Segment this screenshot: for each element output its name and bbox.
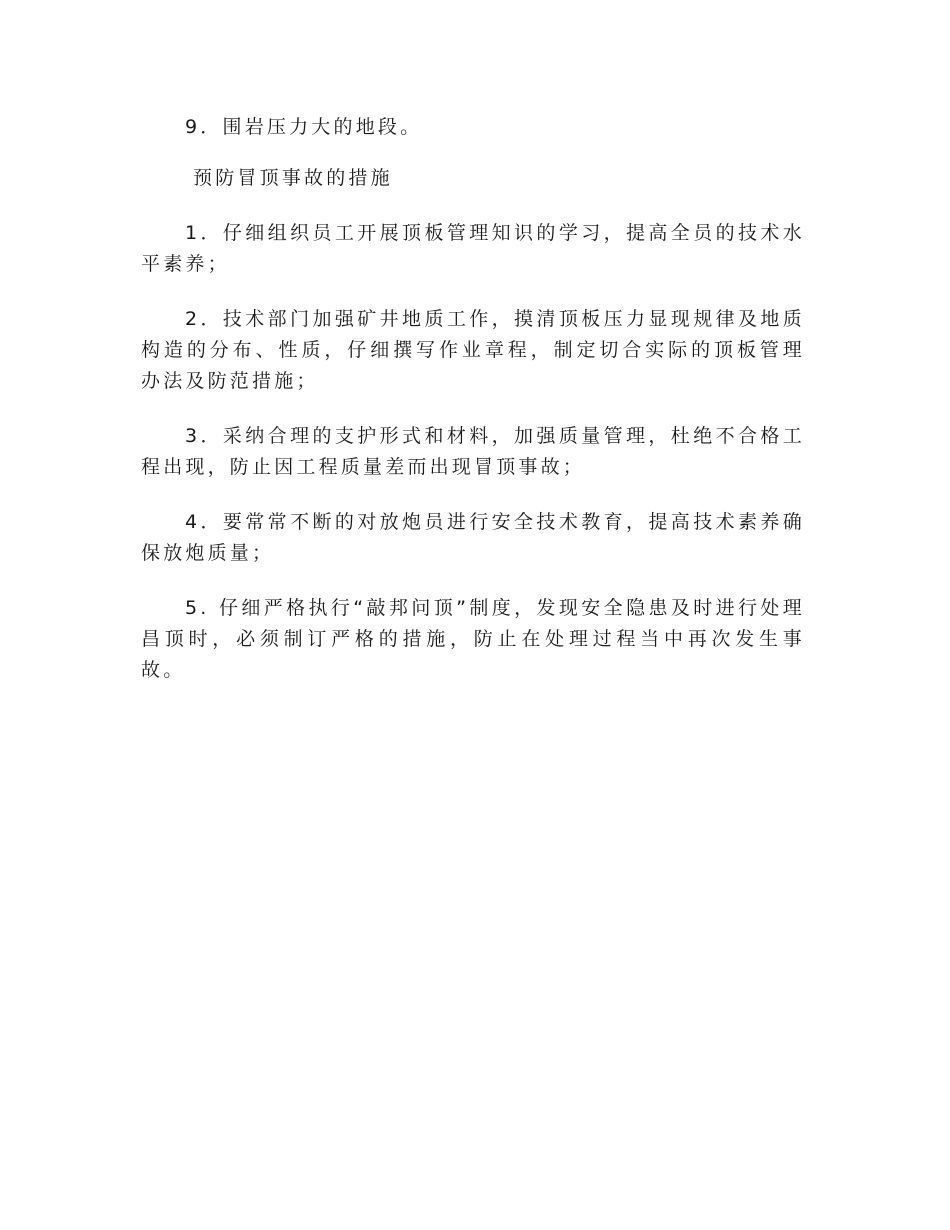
section-heading: 预防冒顶事故的措施 (193, 167, 393, 189)
paragraph-item-9: 9．围岩压力大的地段。 (185, 116, 423, 138)
measure-item-2: 2．技术部门加强矿井地质工作，摸清顶板压力显现规律及地质构造的分布、性质，仔细撰写作业章程，制定切合实际的顶板管理办法及防范措施； (141, 308, 805, 392)
measure-item-3: 3．采纳合理的支护形式和材料，加强质量管理，杜绝不合格工程出现，防止因工程质量差而出现冒顶事故； (141, 425, 805, 478)
document-body (141, 112, 805, 710)
measure-item-5: 5. 仔细严格执行“敲邦问顶”制度，发现安全隐患及时进行处理昌顶时，必须制订严格的措施，防止在处理过程当中再次发生事故。 (141, 597, 805, 681)
measure-item-1: 1．仔细组织员工开展顶板管理知识的学习，提高全员的技术水平素养； (141, 222, 805, 275)
measure-item-4: 4．要常常不断的对放炮员进行安全技术教育，提高技术素养确保放炮质量； (141, 511, 805, 564)
